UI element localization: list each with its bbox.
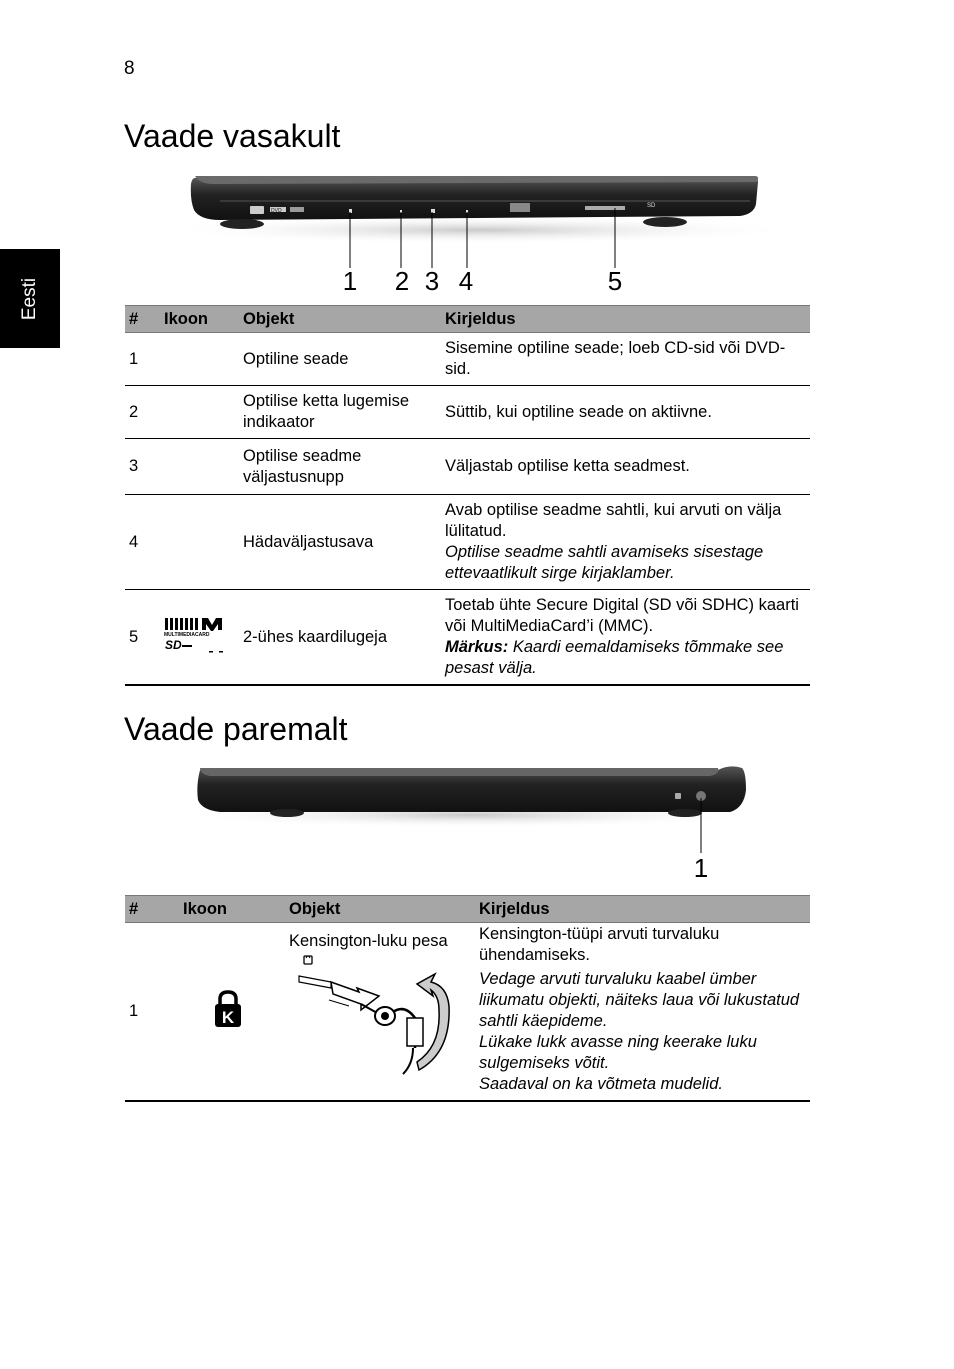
header-description: Kirjeldus (475, 896, 810, 923)
row-icon (160, 333, 239, 386)
description-text: Toetab ühte Secure Digital (SD või SDHC) kaarti või MultiMediaCard’i (MMC). (445, 596, 799, 635)
note-label: Märkus: (445, 638, 509, 656)
lock-letter: K (221, 1007, 235, 1027)
description-italic-3: Saadaval on ka võtmeta mudelid. (479, 1075, 723, 1093)
header-object: Objekt (239, 306, 441, 333)
row-num: 1 (125, 923, 171, 1102)
row-description (475, 923, 810, 1102)
row-icon (171, 923, 285, 1102)
row-icon (160, 439, 239, 495)
callout-2: 2 (394, 266, 410, 296)
table-header-row (125, 306, 810, 333)
header-num: # (125, 306, 160, 333)
right-view-title: Vaade paremalt (124, 711, 348, 747)
table-row (125, 495, 810, 590)
left-view-title: Vaade vasakult (124, 118, 341, 154)
row-object: Optilise ketta lugemise indikaator (239, 386, 441, 439)
row-num: 3 (125, 439, 160, 495)
callout-5: 5 (607, 266, 623, 296)
side-tab-label: Eesti (19, 277, 40, 321)
description-italic-1: Vedage arvuti turvaluku kaabel ümber liikumatu objekti, näiteks laua või lukustatud sahtli käepideme. (479, 970, 800, 1030)
multimediacard-sd-icon (164, 614, 228, 654)
row-object: Optilise seadme väljastusnupp (239, 439, 441, 495)
table-row (125, 590, 810, 686)
row-object: Hädaväljastusava (239, 495, 441, 590)
row-description: Sisemine optiline seade; loeb CD-sid või DVD-sid. (441, 333, 810, 386)
row-num: 5 (125, 590, 160, 686)
right-callout-1: 1 (693, 853, 709, 883)
header-description: Kirjeldus (441, 306, 810, 333)
callout-3: 3 (424, 266, 440, 296)
kensington-lock-icon (213, 990, 243, 1028)
row-object (285, 923, 475, 1102)
kensington-lock-illustration (289, 954, 459, 1076)
object-label: Kensington-luku pesa (289, 932, 448, 950)
row-icon (160, 495, 239, 590)
description-text: Avab optilise seadme sahtli, kui arvuti on välja lülitatud. (445, 501, 782, 540)
row-description (441, 590, 810, 686)
left-view-table (125, 305, 810, 686)
language-side-tab (0, 249, 60, 348)
right-view-table (125, 895, 810, 1102)
description-italic-2: Lükake lukk avasse ning keerake luku sulgemiseks võtit. (479, 1033, 757, 1072)
table-row (125, 923, 810, 1102)
header-object: Objekt (285, 896, 475, 923)
row-num: 2 (125, 386, 160, 439)
sd-label: SD (647, 203, 656, 209)
row-icon (160, 590, 239, 686)
sd-logo: SD (165, 638, 182, 652)
row-icon (160, 386, 239, 439)
row-description: Väljastab optilise ketta seadmest. (441, 439, 810, 495)
row-description (441, 495, 810, 590)
callout-1: 1 (342, 266, 358, 296)
table-row (125, 439, 810, 495)
table-header-row (125, 896, 810, 923)
row-description: Süttib, kui optiline seade on aktiivne. (441, 386, 810, 439)
header-icon: Ikoon (171, 896, 285, 923)
description-note (445, 637, 806, 679)
callout-4: 4 (458, 266, 474, 296)
description-italic: Optilise seadme sahtli avamiseks sisestage ettevaatlikult sirge kirjaklamber. (445, 543, 764, 582)
table-row (125, 333, 810, 386)
left-side-laptop-illustration (150, 170, 810, 270)
row-num: 1 (125, 333, 160, 386)
note-text: Kaardi eemaldamiseks tõmmake see pesast välja. (445, 638, 784, 677)
right-side-laptop-illustration (170, 760, 770, 855)
header-icon: Ikoon (160, 306, 239, 333)
page-number: 8 (124, 58, 135, 79)
header-num: # (125, 896, 171, 923)
row-object: Optiline seade (239, 333, 441, 386)
mmc-label: MULTIMEDIACARD (164, 632, 210, 638)
table-row (125, 386, 810, 439)
row-object: 2-ühes kaardilugeja (239, 590, 441, 686)
row-num: 4 (125, 495, 160, 590)
dvd-label: DVD (271, 208, 282, 214)
description-text: Kensington-tüüpi arvuti turvaluku ühendamiseks. (479, 925, 720, 964)
